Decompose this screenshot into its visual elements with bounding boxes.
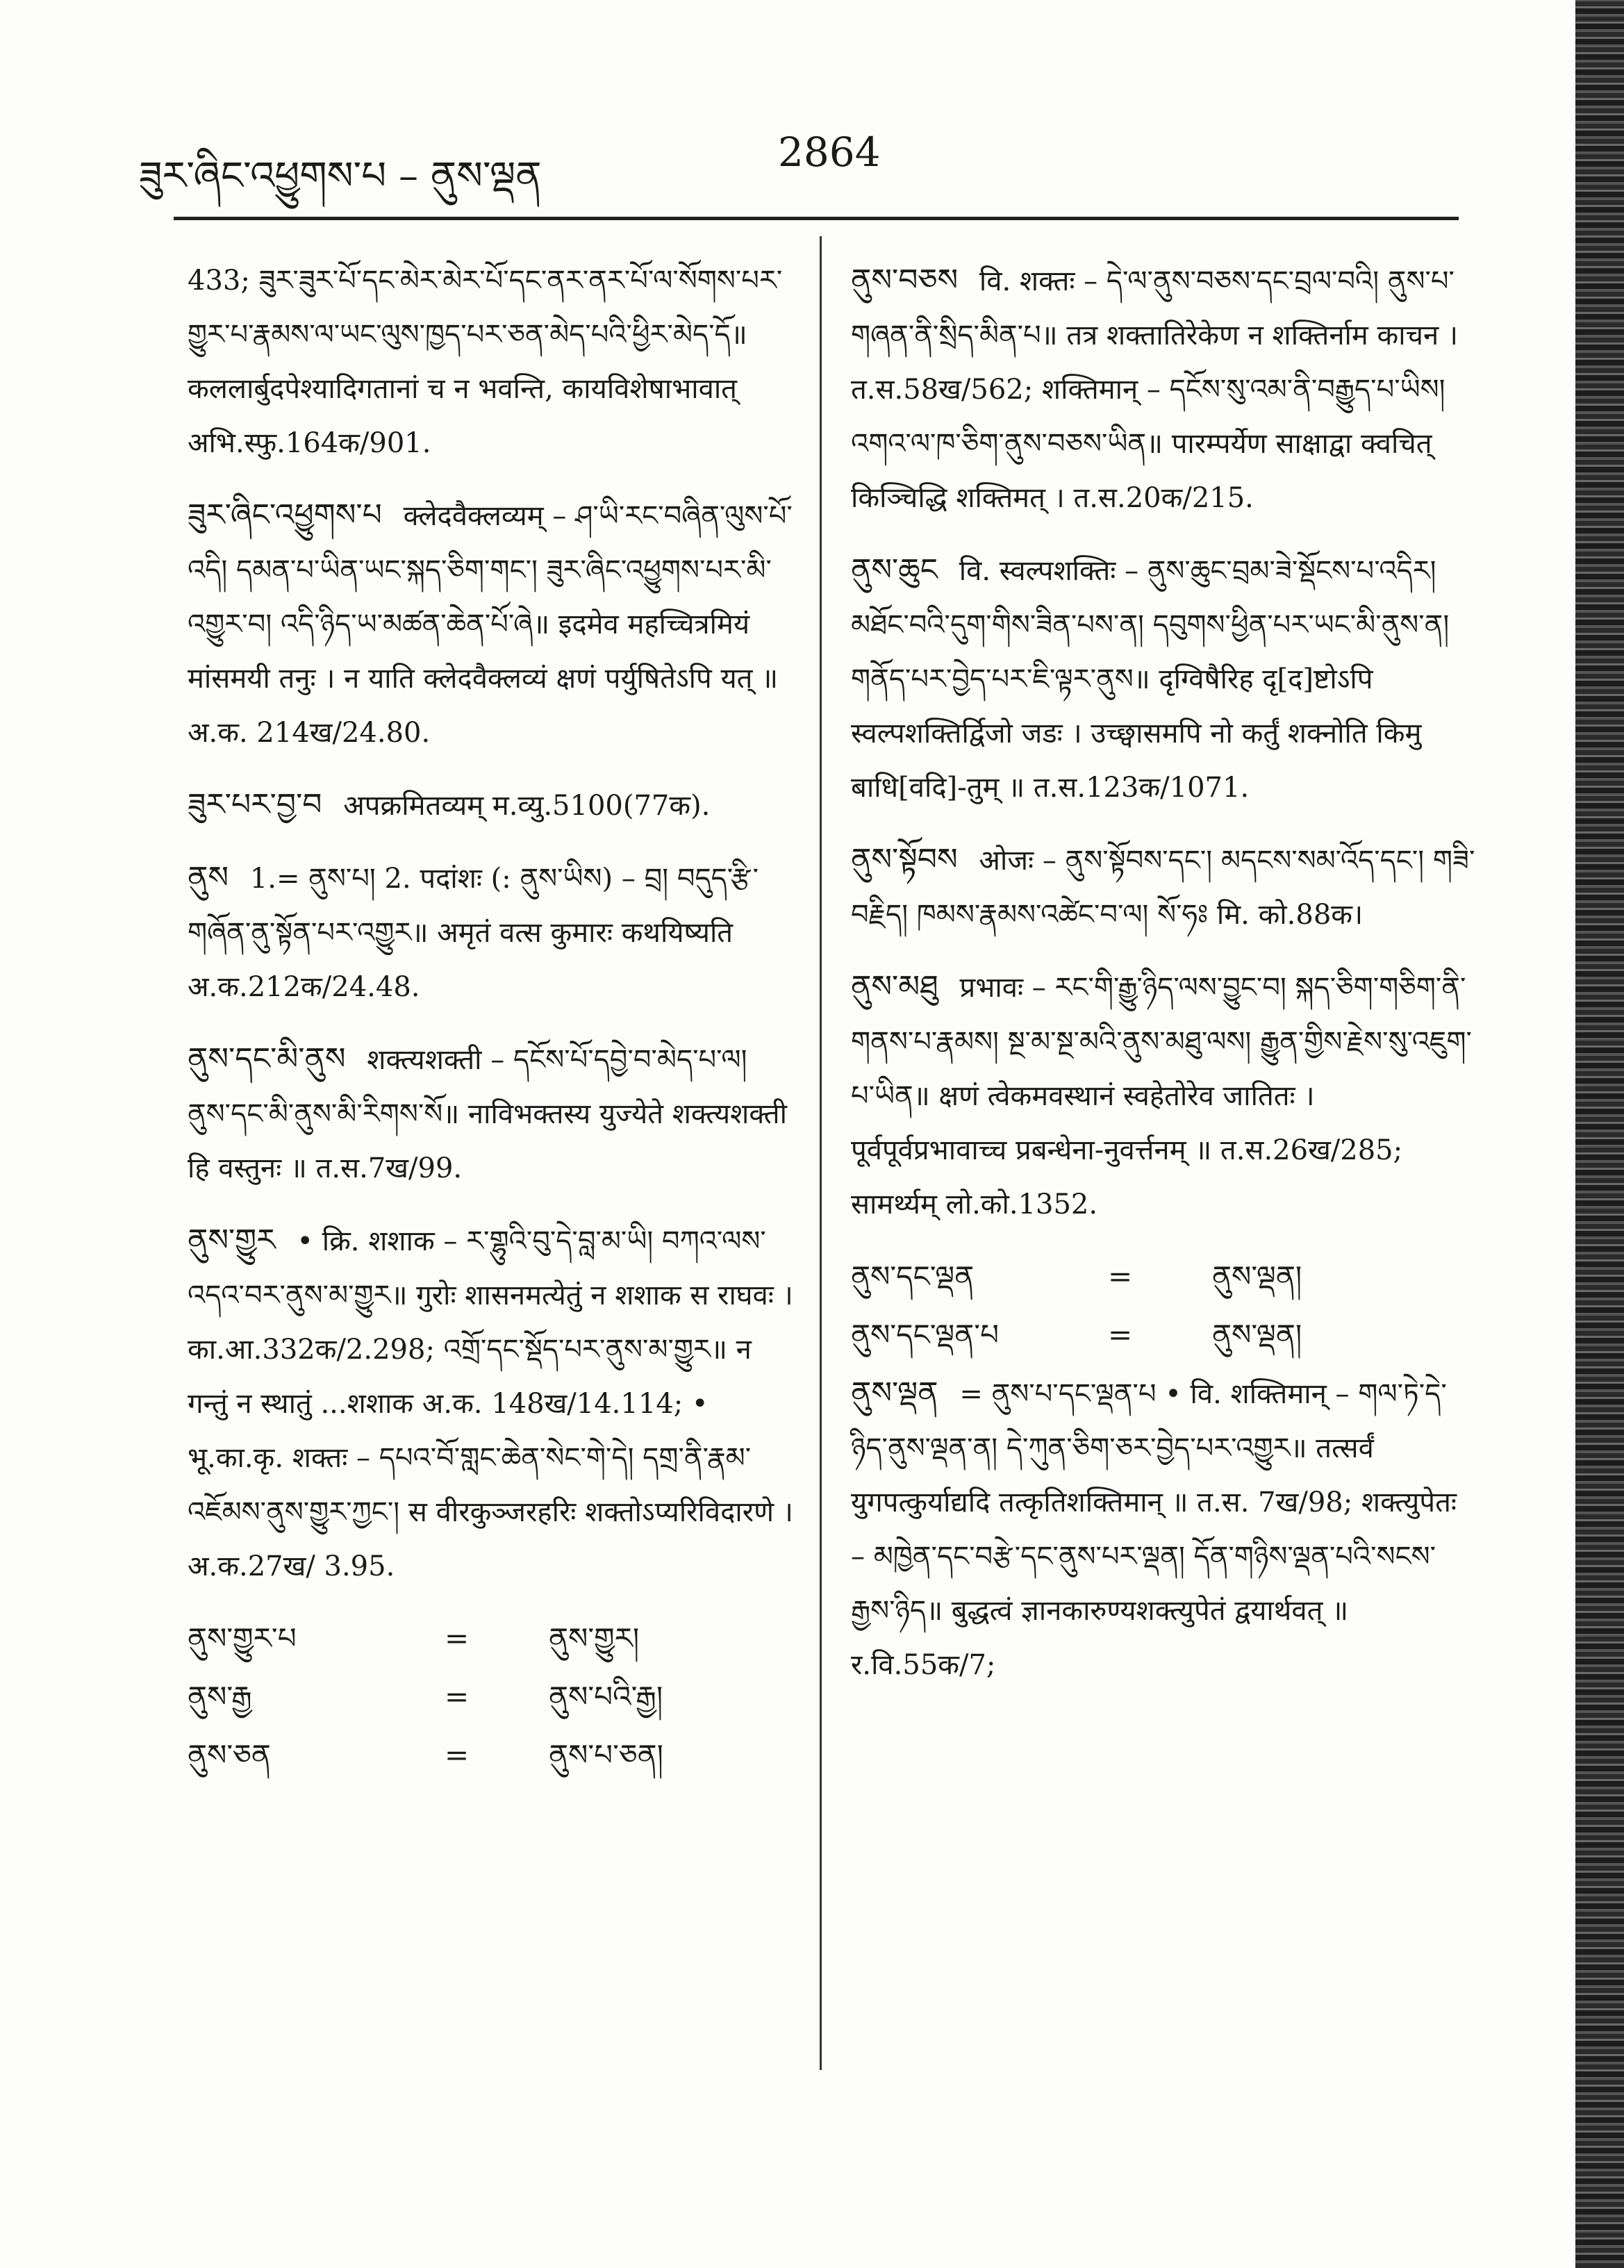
entry-text: वि. शक्तः – དེ་ལ་ནུས་བཅས་དང་བྲལ་བའི། ནུས་པ་གཞན་ནི་སྲིད་མིན་པ॥ तत्र शक्तातिरेकेण न शक्तिर्नाम काचन । त.स.58ख/562; शक्तिमान् – དངོས་སུ་འམ་ནི་བརྒྱུད་པ་ཡིས། འགའ་ལ་ཁ་ཅིག་ནུས་བཅས་ཡིན॥ पारम्पर्येण साक्षाद्वा क्वचित् किञ्चिद्धि शक्तिमत् । त.स.20क/215. [851,265,1459,514]
dictionary-entry [851,543,1476,815]
cross-reference [188,1728,799,1787]
entry-headword: ནུས་བཅས [851,263,959,298]
ref-equals: = [445,1738,470,1772]
entry-text: क्लेदवैक्लव्यम् – ཤ་ཡི་རང་བཞིན་ལུས་པོ་འདི། དམན་པ་ཡིན་ཡང་སྐད་ཅིག་གང་། ཟུར་ཞིང་འཕྱུགས་པར་མི་འགྱུར་བ། འདི་ཉིད་ཡ་མཚན་ཆེན་པོ་ཞེ॥ इदमेव महच्चित्रमियं मांसमयी तनुः । न याति क्लेदवैक्लव्यं क्षणं पर्युषितेऽपि यत् ॥ अ.क. 214ख/24.80. [188,500,793,749]
ref-term: ནུས་དང་ལྡན [851,1259,975,1293]
dictionary-entry [188,254,799,470]
ref-target: ནུས་གྱུར། [549,1621,640,1655]
entry-headword: ནུས་དང་མི་ནུས [188,1041,346,1077]
left-column [188,254,799,1787]
entry-text: = ནུས་པ་དང་ལྡན་པ • वि. शक्तिमान् – གལ་ཏེ་དེ་ཉིད་ནུས་ལྡན་ན། དེ་ཀུན་ཅིག་ཅར་བྱེད་པར་འགྱུར॥ तत्सर्वं युगपत्कुर्याद्यदि तत्कृतिशक्तिमान् ॥ त.स. 7ख/98; शक्त्युपेतः – མཁྱེན་དང་བརྩེ་དང་ནུས་པར་ལྡན། དོན་གཉིས་ལྡན་པའི་སངས་རྒྱས་ཉིད॥ बुद्धत्वं ज्ञानकारुण्यशक्त्युपेतं द्वयार्थवत् ॥ र.वि.55क/7; [851,1378,1457,1681]
header-rule [174,217,1459,220]
dictionary-entry [188,488,799,760]
entry-text: 433; ཟུར་ཟུར་པོ་དང་མེར་མེར་པོ་དང་ནར་ནར་པོ་ལ་སོགས་པར་གྱུར་པ་རྣམས་ལ་ཡང་ལུས་ཁྱད་པར་ཅན་མེད་པའི་ཕྱིར་མེད་དོ॥ कललार्बुदपेश्यादिगतानां च न भवन्ति, कायविशेषाभावात् अभि.स्फु.164क/901. [188,265,783,459]
dictionary-entry [188,1214,799,1594]
entry-headword: ནུས་སྟོབས [851,842,958,877]
dictionary-entry [851,1366,1476,1692]
dictionary-entry [851,960,1476,1232]
cross-reference [851,1250,1476,1308]
entry-headword: ནུས་ལྡན [851,1375,938,1411]
entry-text: 1.= ནུས་པ། 2. पदांशः (: ནུས་ཡིས) – བྲ། བདུད་རྩི་གཞོན་ནུ་སྟོན་པར་འགྱུར॥ अमृतं वत्स कुमारः कथयिष्यति अ.क.212क/24.48. [188,863,759,1003]
ref-target: ནུས་པའི་རྒྱ། [549,1680,663,1714]
entry-text: अपक्रमितव्यम् म.व्यु.5100(77क). [343,790,711,822]
cross-reference [851,1308,1476,1366]
entry-text: वि. स्वल्पशक्तिः – ནུས་ཆུང་བྲམ་ཟེ་སྡོངས་པ་འདིར། མཐོང་བའི་དུག་གིས་ཟིན་པས་ན། དབུགས་ཕྱིན་པར་ཡང་མི་ནུས་ན། གནོད་པར་བྱེད་པར་ཇི་ལྟར་ནུས॥ दृग्विषैरिह दृ[द]ष्टोऽपि स्वल्पशक्तिर्द्विजो जडः । उच्छ्वासमपि नो कर्तुं शक्नोति किमु बाधि[वदि]-तुम् ॥ त.स.123क/1071. [851,555,1450,804]
ref-term: ནུས་དང་ལྡན་པ [851,1318,1000,1352]
entry-headword: ཟུར་པར་བྱ་བ [188,787,322,822]
ref-term: ནུས་ཅན [188,1738,271,1772]
dictionary-entry [188,778,799,833]
entry-text: शक्त्यशक्ती – དངོས་པོ་དབྱེ་བ་མེད་པ་ལ། ནུས་དང་མི་ནུས་མི་རིགས་སོ॥ नाविभक्तस्य युज्येते शक्त्यशक्ती हि वस्तुनः ॥ त.स.7ख/99. [188,1044,787,1184]
dictionary-entry [188,1032,799,1195]
entry-text: ओजः – ནུས་སྟོབས་དང་། མདངས་སམ་འོད་དང་། གཟི་བརྗིད། ཁམས་རྣམས་འཚེང་བ་ལ། སོ་ཧཿ मि. को.88क। [851,845,1475,931]
ref-target: ནུས་ལྡན། [1212,1259,1302,1293]
dictionary-entry [188,851,799,1014]
ref-term: ནུས་རྒྱ [188,1680,252,1714]
cross-reference [188,1670,799,1728]
entry-headword: ནུས་ཆུང [851,552,938,588]
ref-equals: = [1108,1318,1133,1352]
entry-headword: ནུས་མཐུ [851,969,938,1004]
entry-text: प्रभावः – རང་གི་རྒྱུ་ཉིད་ལས་བྱུང་བ། སྐད་ཅིག་གཅིག་ནི་གནས་པ་རྣམས། སྔ་མ་སྔ་མའི་ནུས་མཐུ་ལས། རྒྱུན་གྱིས་རྗེས་སུ་འཇུག་པ་ཡིན॥ क्षणं त्वेकमवस्थानं स्वहेतोरेव जातितः । पूर्वपूर्वप्रभावाच्च प्रबन्धेना-नुवर्त्तनम् ॥ त.स.26ख/285; सामर्थ्यम् लो.को.1352. [851,972,1472,1220]
entry-headword: ཟུར་ཞིང་འཕྱུགས་པ [188,497,382,533]
ref-term: ནུས་གྱུར་པ [188,1621,297,1655]
ref-target: ནུས་པ་ཅན། [549,1738,663,1772]
ref-target: ནུས་ལྡན། [1212,1318,1302,1352]
entry-headword: ནུས [188,860,229,895]
entry-headword: ནུས་གྱུར [188,1223,276,1258]
ref-equals: = [1108,1259,1133,1293]
dictionary-entry [851,833,1476,942]
column-divider [820,236,822,2070]
dictionary-entry [851,254,1476,525]
entry-text: • क्रि. शशाक – ར་གྷུའི་བུ་དེ་བླ་མ་ཡི། བཀའ་ལས་འདའ་བར་ནུས་མ་གྱུར॥ गुरोः शासनमत्येतुं न शशाक स राघवः । का.आ.332क/2.298; འགྲོ་དང་སྡོད་པར་ནུས་མ་གྱུར॥ न गन्तुं न स्थातुं ...शशाक अ.क. 148ख/14.114; • भू.का.कृ. शक्तः – དཔའ་བོ་གླང་ཆེན་སེང་གེ་དེ། དགྲ་ནི་རྣམ་འཇོམས་ནུས་གྱུར་ཀྱང་། स वीरकुञ्जरहरिः शक्तोऽप्यरिविदारणे । अ.क.27ख/ 3.95. [188,1225,793,1582]
running-head-terms: ཟུར་ཞིང་འཕྱུགས་པ – ནུས་ལྡན [139,154,542,199]
ref-equals: = [445,1621,470,1655]
ref-equals: = [445,1680,470,1714]
scanned-page-edge [1575,0,1624,2268]
cross-reference [188,1612,799,1670]
right-column [851,254,1476,1710]
page-number: 2864 [778,129,881,176]
